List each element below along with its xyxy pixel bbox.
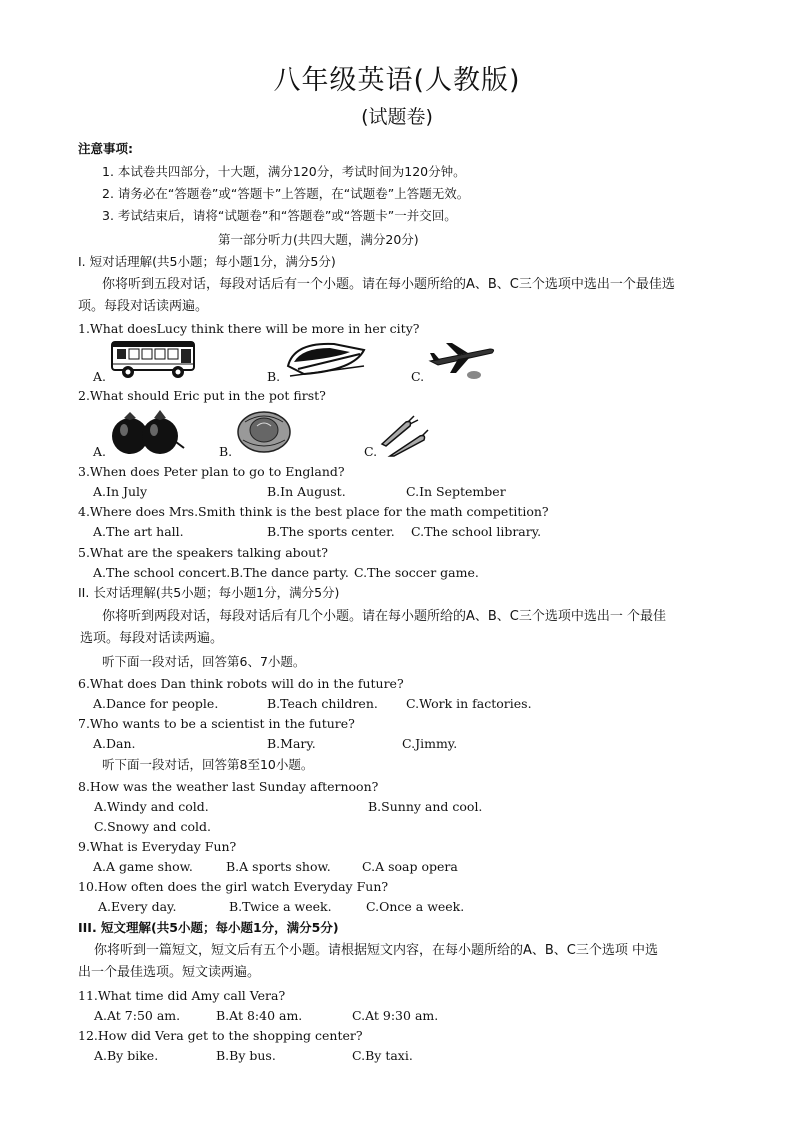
question-4: 4.Where does Mrs.Smith think is the best place for the math competition? (78, 504, 549, 519)
q2-option-b: B. (219, 444, 233, 459)
tomato-icon (106, 408, 186, 456)
question-11: 11.What time did Amy call Vera? (78, 988, 286, 1003)
page-subtitle: (试题卷) (361, 106, 433, 128)
q6-option-a: A.Dance for people. (93, 696, 219, 711)
q9-option-a: A.A game show. (93, 859, 193, 874)
question-3: 3.When does Peter plan to go to England? (78, 464, 345, 479)
q11-option-c: C.At 9:30 am. (352, 1008, 439, 1023)
train-icon (284, 336, 368, 380)
cabbage-icon (235, 406, 293, 454)
question-12: 12.How did Vera get to the shopping center? (78, 1028, 363, 1043)
q10-option-c: C.Once a week. (366, 899, 465, 914)
q6-option-b: B.Teach children. (267, 696, 378, 711)
section2-instruction: 你将听到两段对话，每段对话后有几个小题。请在每小题所给的A、B、C三个选项中选出一 个最佳 (102, 609, 667, 624)
section1-instruction-cont: 项。每段对话读两遍。 (78, 299, 209, 314)
q3-option-b: B.In August. (267, 484, 346, 499)
q5-option-c: C.The soccer game. (354, 565, 479, 580)
question-8: 8.How was the weather last Sunday afternoon? (78, 779, 379, 794)
q11-option-a: A.At 7:50 am. (94, 1008, 181, 1023)
q1-option-a: A. (93, 369, 107, 384)
q1-option-b: B. (267, 369, 281, 384)
section2-sub2: 听下面一段对话，回答第8至10小题。 (102, 757, 314, 772)
notice-item-1: 1. 本试卷共四部分，十大题，满分120分，考试时间为120分钟。 (102, 164, 466, 179)
q1-option-c: C. (411, 369, 425, 384)
q9-option-b: B.A sports show. (226, 859, 331, 874)
q3-option-a: A.In July (93, 484, 148, 499)
notice-item-3: 3. 考试结束后，请将“试题卷”和“答题卷”或“答题卡”一并交回。 (102, 208, 457, 223)
section3-heading: III. 短文理解(共5小题；每小题1分，满分5分) (78, 920, 339, 935)
section2-heading: II. 长对话理解(共5小题；每小题1分，满分5分) (78, 585, 340, 600)
section3-instruction: 你将听到一篇短文，短文后有五个小题。请根据短文内容，在每小题所给的A、B、C三个选项 中选 (94, 943, 659, 958)
notice-heading: 注意事项: (78, 141, 133, 156)
q12-option-c: C.By taxi. (352, 1048, 413, 1063)
question-5: 5.What are the speakers talking about? (78, 545, 328, 560)
q2-option-c: C. (364, 444, 378, 459)
question-7: 7.Who wants to be a scientist in the future? (78, 716, 355, 731)
section1-instruction: 你将听到五段对话，每段对话后有一个小题。请在每小题所给的A、B、C三个选项中选出一个最佳选 (102, 277, 675, 292)
carrot-icon (378, 414, 430, 458)
section2-instruction-cont: 选项。每段对话读两遍。 (80, 631, 224, 646)
bus-icon (110, 338, 196, 380)
notice-item-2: 2. 请务必在“答题卷”或“答题卡”上答题，在“试题卷”上答题无效。 (102, 186, 470, 201)
q7-option-b: B.Mary. (267, 736, 316, 751)
q9-option-c: C.A soap opera (362, 859, 458, 874)
question-1: 1.What doesLucy think there will be more in her city? (78, 321, 420, 336)
q6-option-c: C.Work in factories. (406, 696, 532, 711)
q12-option-b: B.By bus. (216, 1048, 276, 1063)
part1-title: 第一部分听力(共四大题，满分20分) (218, 232, 419, 247)
q4-option-a: A.The art hall. (93, 524, 184, 539)
q10-option-a: A.Every day. (98, 899, 177, 914)
q10-option-b: B.Twice a week. (229, 899, 332, 914)
q8-option-b: B.Sunny and cool. (368, 799, 483, 814)
q8-option-a: A.Windy and cold. (94, 799, 209, 814)
airplane-icon (428, 341, 496, 381)
page-title: 八年级英语(人教版) (273, 65, 521, 96)
q11-option-b: B.At 8:40 am. (216, 1008, 303, 1023)
q5-option-a: A.The school concert.B.The dance party. (93, 565, 349, 580)
section3-instruction-cont: 出一个最佳选项。短文读两遍。 (78, 965, 261, 980)
question-2: 2.What should Eric put in the pot first? (78, 388, 326, 403)
section2-sub1: 听下面一段对话，回答第6、7小题。 (102, 654, 306, 669)
q4-option-c: C.The school library. (411, 524, 542, 539)
q7-option-a: A.Dan. (93, 736, 136, 751)
question-10: 10.How often does the girl watch Everyday Fun? (78, 879, 389, 894)
question-6: 6.What does Dan think robots will do in the future? (78, 676, 404, 691)
q12-option-a: A.By bike. (94, 1048, 159, 1063)
section1-heading: I. 短对话理解(共5小题；每小题1分，满分5分) (78, 254, 336, 269)
q4-option-b: B.The sports center. (267, 524, 395, 539)
question-9: 9.What is Everyday Fun? (78, 839, 237, 854)
q2-option-a: A. (93, 444, 107, 459)
q3-option-c: C.In September (406, 484, 506, 499)
q7-option-c: C.Jimmy. (402, 736, 458, 751)
q8-option-c: C.Snowy and cold. (94, 819, 211, 834)
